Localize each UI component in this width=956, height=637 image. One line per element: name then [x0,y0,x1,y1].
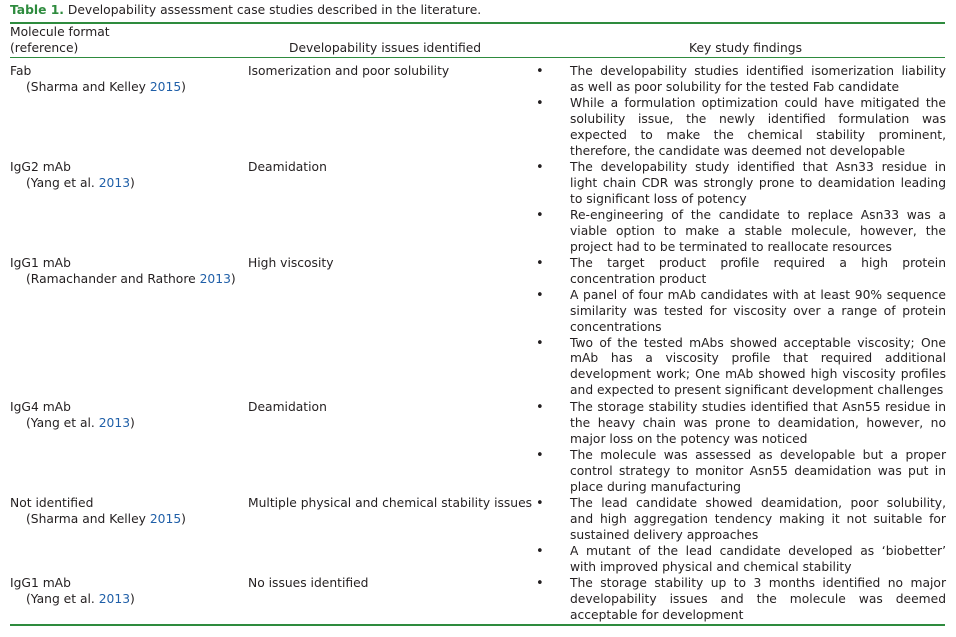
developability-issue-cell: No issues identified [248,576,369,590]
reference-year-link[interactable]: 2013 [199,271,231,286]
bullet-icon: • [536,543,544,559]
bullet-icon: • [536,335,544,351]
molecule-format-name: IgG4 mAb [10,400,71,414]
table-caption [10,3,481,19]
finding-text: The storage stability up to 3 months identified no major developability issues and the molecule was deemed acceptable for development [570,576,946,622]
finding-list-item [536,400,946,448]
reference [10,416,235,432]
bullet-icon: • [536,400,544,415]
key-findings-cell [536,64,946,159]
header-molecule-format [10,25,110,57]
table-header-rule [10,57,945,58]
reference-year-link[interactable]: 2013 [98,415,131,430]
bullet-icon: • [536,160,544,175]
reference-authors: (Ramachander and Rathore [26,271,200,286]
finding-text: Re-engineering of the candidate to replace Asn33 was a viable option to make a stable molecule, however, the project had to be terminated to reallocate resources [570,207,946,254]
finding-list-item [536,576,946,624]
molecule-format-cell [10,496,235,528]
molecule-format-name: Not identified [10,496,94,510]
finding-list-item [536,160,946,208]
finding-list-item [536,256,946,288]
bullet-icon: • [536,207,544,223]
molecule-format-name: IgG1 mAb [10,576,71,590]
developability-issue-cell: High viscosity [248,256,334,270]
bullet-icon: • [536,95,544,111]
finding-text: The developability study identified that Asn33 residue in light chain CDR was strongly prone to deamidation leading to significant loss of potency [570,160,946,206]
finding-text: The storage stability studies identified that Asn55 residue in the heavy chain was prone to deamidation, however, no major loss on the potency was noticed [570,400,946,446]
reference-year-link[interactable]: 2013 [98,175,131,190]
molecule-format-name: IgG1 mAb [10,256,71,270]
bullet-icon: • [536,447,544,463]
reference-close: ) [130,415,135,430]
molecule-format-cell [10,400,235,432]
table-top-rule [10,22,945,24]
reference-authors: (Sharma and Kelley [26,511,150,526]
finding-text: While a formulation optimization could have mitigated the solubility issue, the newly identified formulation was expected to make the chemical stability prominent, therefore, the candidate was deemed not developable [570,95,946,158]
header-molecule-format-line1: Molecule format [10,25,110,39]
finding-list-item [536,208,946,256]
molecule-format-cell [10,256,235,288]
finding-text: A panel of four mAb candidates with at least 90% sequence similarity was tested for viscosity over a range of protein concentrations [570,287,946,334]
molecule-format-name: Fab [10,64,32,78]
header-molecule-format-line2: (reference) [10,40,79,55]
reference-close: ) [181,511,186,526]
reference-year-link[interactable]: 2013 [98,591,131,606]
developability-issue-cell: Isomerization and poor solubility [248,64,450,78]
reference [10,272,235,288]
table-bottom-rule [10,624,945,626]
reference-year-link[interactable]: 2015 [149,511,182,526]
table-caption-text: Developability assessment case studies described in the literature. [63,3,482,17]
bullet-icon: • [536,64,544,79]
finding-text: A mutant of the lead candidate developed as ‘biobetter’ with improved physical and chemical stability [570,543,946,574]
finding-text: Two of the tested mAbs showed acceptable viscosity; One mAb has a viscosity profile that required additional development work; One mAb showed high viscosity profiles and expected to present significant development challenges [570,335,946,398]
finding-list-item [536,96,946,160]
finding-text: The lead candidate showed deamidation, poor solubility, and high aggregation tendency making it not suitable for sustained delivery approaches [570,496,946,542]
reference-year-link[interactable]: 2015 [149,79,182,94]
finding-list-item [536,64,946,96]
bullet-icon: • [536,496,544,511]
finding-text: The molecule was assessed as developable but a proper control strategy to monitor Asn55 deamidation was put in place during manufacturing [570,447,946,494]
reference-authors: (Yang et al. [26,415,99,430]
bullet-icon: • [536,576,544,591]
bullet-icon: • [536,287,544,303]
molecule-format-cell [10,576,235,608]
header-key-findings: Key study findings [689,41,802,55]
finding-list-item [536,544,946,576]
molecule-format-cell [10,64,235,96]
developability-issue-cell: Deamidation [248,400,327,414]
developability-issue-cell: Deamidation [248,160,327,174]
table-caption-label: Table 1. [10,3,64,17]
key-findings-cell [536,496,946,576]
reference-close: ) [130,175,135,190]
finding-list-item [536,288,946,336]
reference [10,80,235,96]
finding-list-item [536,336,946,400]
molecule-format-name: IgG2 mAb [10,160,71,174]
reference-authors: (Sharma and Kelley [26,79,150,94]
reference [10,592,235,608]
finding-list-item [536,448,946,496]
finding-text: The target product profile required a high protein concentration product [570,256,946,286]
bullet-icon: • [536,256,544,271]
reference-authors: (Yang et al. [26,591,99,606]
finding-list-item [536,496,946,544]
reference-close: ) [230,271,236,286]
reference-close: ) [130,591,135,606]
key-findings-cell [536,576,946,624]
reference-authors: (Yang et al. [26,175,99,190]
key-findings-cell [536,256,946,399]
key-findings-cell [536,400,946,495]
developability-issue-cell: Multiple physical and chemical stability issues [248,496,533,510]
key-findings-cell [536,160,946,255]
header-developability-issues: Developability issues identified [289,41,482,55]
reference-close: ) [181,79,186,94]
molecule-format-cell [10,160,235,192]
reference [10,176,235,192]
reference [10,512,235,528]
finding-text: The developability studies identified isomerization liability as well as poor solubility for the tested Fab candidate [570,64,946,94]
